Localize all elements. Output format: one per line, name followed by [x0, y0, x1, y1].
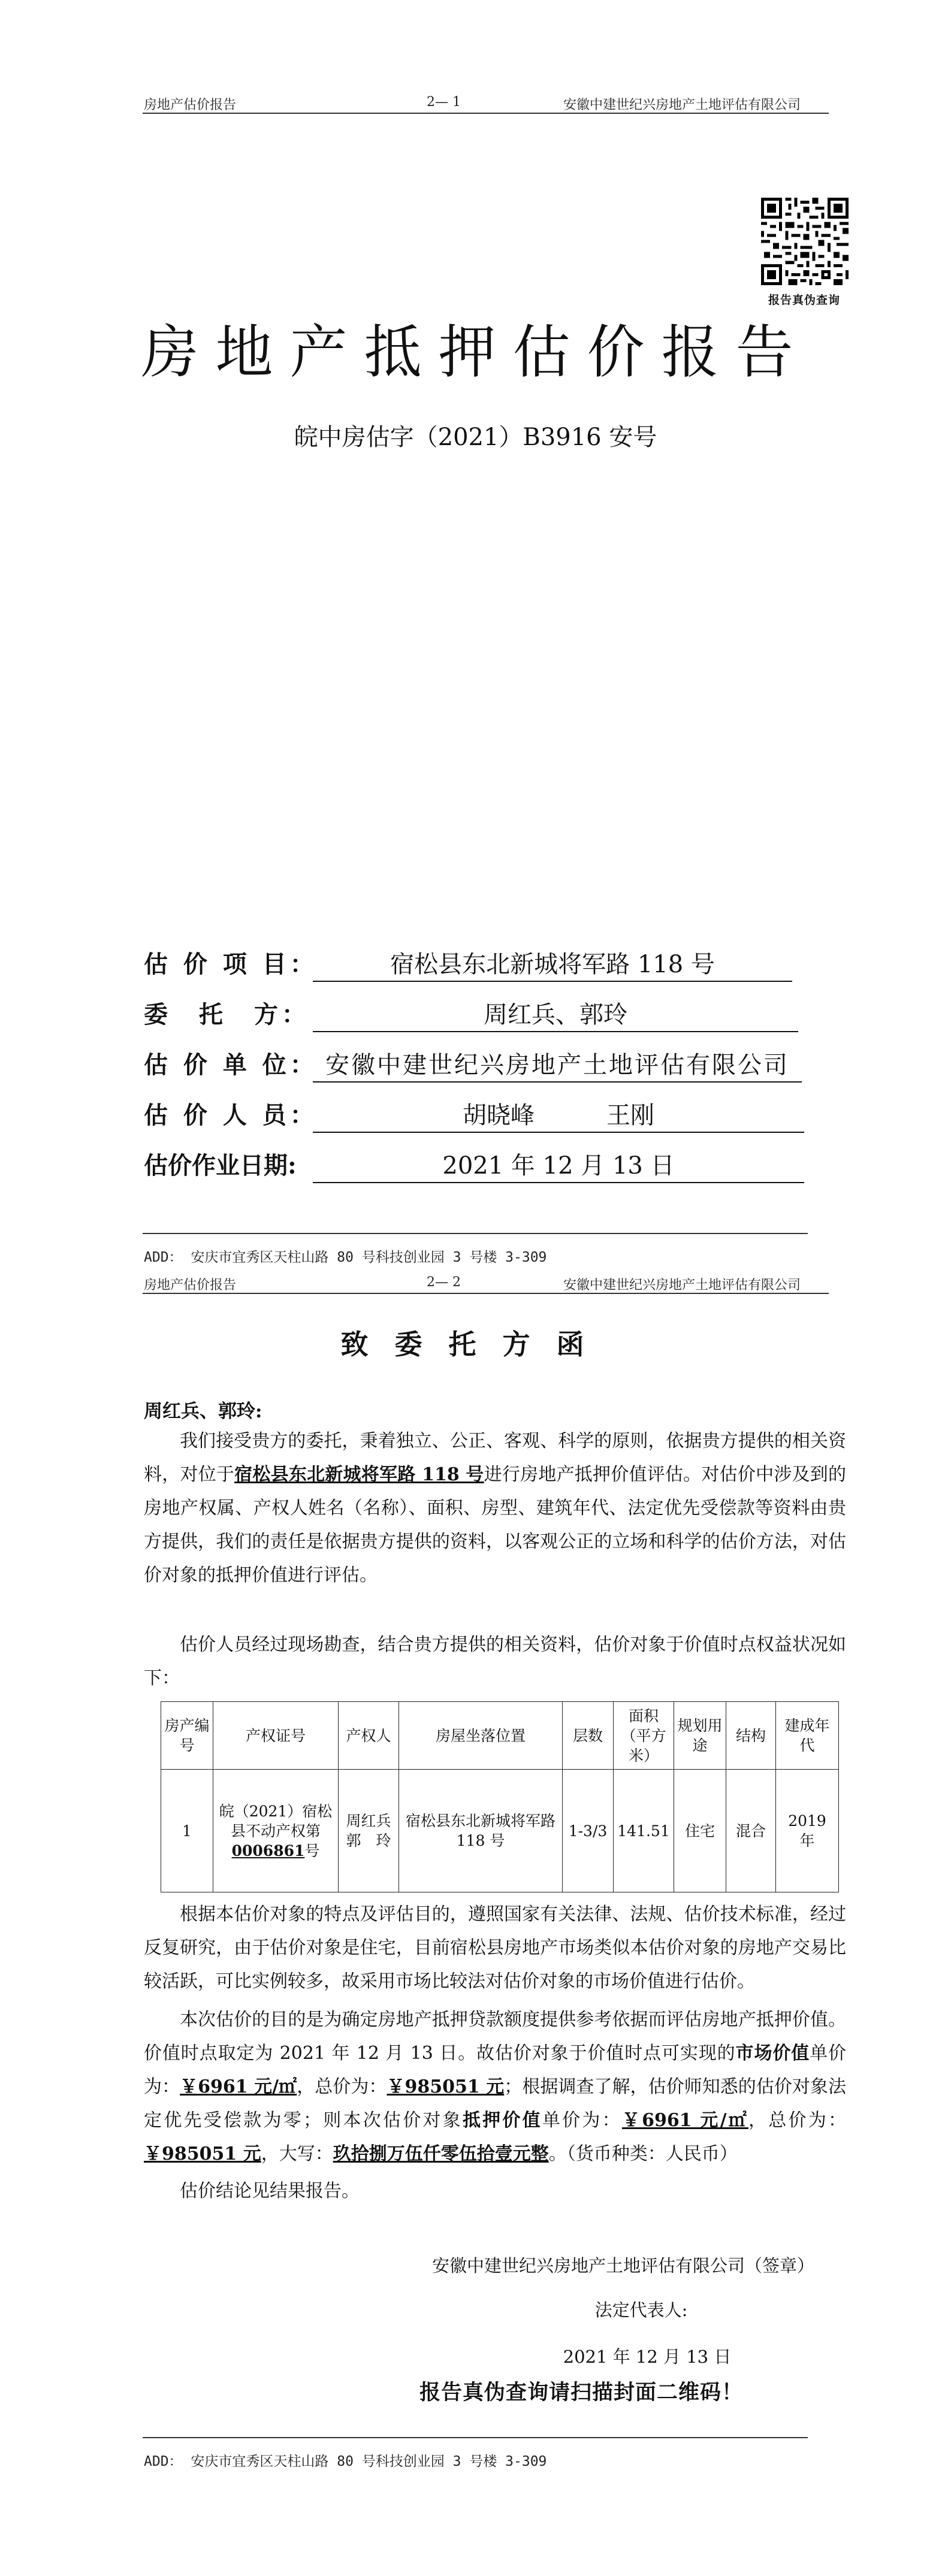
table-header-row [161, 1702, 839, 1770]
page2-address: ADD： 安庆市宜秀区天柱山路 80 号科技创业园 3 号楼 3-309 [144, 2454, 547, 2469]
page1-header-page: 2— 1 [427, 95, 461, 110]
page1-footer-rule [143, 1233, 808, 1234]
authenticity-notice: 报告真伪查询请扫描封面二维码！ [419, 2380, 744, 2405]
col-header-year: 建成年代 [776, 1702, 839, 1770]
letter-paragraph-4: 本次估价的目的是为确定房地产抵押贷款额度提供参考依据而评估房地产抵押价值。价值时点取定为 2021 年 12 月 13 日。故估价对象于价值时点可实现的市场价值单价为：￥6961 元/㎡，总价为：￥985051 元；根据调查了解，估价师知悉的估价对象法定优先受偿款为零；则本次估价对象抵押价值单价为：￥6961 元/㎡，总价为：￥985051 元，大写：玖拾捌万伍仟零伍拾壹元整。（货币种类：人民币） [144, 2009, 847, 2164]
signature-date: 2021 年 12 月 13 日 [563, 2347, 732, 2367]
field-label-work-date: 估价作业日期: [144, 1151, 297, 1180]
cell-owner: 周红兵 郭 玲 [339, 1770, 399, 1892]
page1-header-rule [143, 113, 829, 114]
letter-salutation: 周红兵、郭玲: [144, 1401, 262, 1422]
cell-floors: 1-3/3 [563, 1770, 614, 1892]
page2-footer-rule [143, 2437, 808, 2438]
cert-number: 0006861 [231, 1842, 305, 1860]
col-header-no: 房产编号 [161, 1702, 213, 1770]
field-label-appraisers: 估 价 人 员： [144, 1101, 318, 1129]
report-title: 房地产抵押估价报告 [141, 319, 810, 386]
cell-use: 住宅 [674, 1770, 726, 1892]
mortgage-unit-price: ￥6961 元/㎡ [621, 2110, 749, 2131]
col-header-area: 面积（平方米） [614, 1702, 674, 1770]
property-table [161, 1701, 839, 1892]
letter-paragraph-1: 我们接受贵方的委托，秉着独立、公正、客观、科学的原则，依据贵方提供的相关资料，对位于宿松县东北新城将军路 118 号进行房地产抵押价值评估。对估价中涉及到的房地产权属、产权人姓名（名称）、面积、房型、建筑年代、法定优先受偿款等资料由贵方提供，我们的责任是依据贵方提供的资料，以客观公正的立场和科学的估价方法，对估价对象的抵押价值进行评估。 [144, 1431, 847, 1586]
field-value-appraisers: 胡晓峰 王刚 [313, 1096, 804, 1133]
field-label-client: 委 托 方： [144, 1000, 309, 1029]
signature-representative: 法定代表人: [594, 2300, 688, 2320]
col-header-location: 房屋坐落位置 [399, 1702, 563, 1770]
cell-year: 2019 年 [776, 1770, 839, 1892]
report-number: 皖中房估字（2021）B3916 安号 [294, 424, 657, 451]
field-label-project: 估 价 项 目： [144, 950, 318, 978]
page2-header-page: 2— 2 [427, 1275, 461, 1290]
amount-in-words: 玖拾捌万伍仟零伍拾壹元整 [333, 2143, 549, 2164]
field-value-project: 宿松县东北新城将军路 118 号 [313, 945, 792, 982]
letter-paragraph-5: 估价结论见结果报告。 [180, 2181, 360, 2202]
letter-title: 致委托方函 [340, 1328, 611, 1360]
field-value-appraiser-org: 安徽中建世纪兴房地产土地评估有限公司 [313, 1046, 802, 1083]
qr-code[interactable] [761, 198, 849, 285]
property-address: 宿松县东北新城将军路 118 号 [234, 1464, 484, 1485]
cell-structure: 混合 [726, 1770, 776, 1892]
col-header-cert: 产权证号 [213, 1702, 339, 1770]
col-header-owner: 产权人 [339, 1702, 399, 1770]
col-header-floors: 层数 [563, 1702, 614, 1770]
market-value-label: 市场价值 [735, 2043, 810, 2064]
page2-header-right: 安徽中建世纪兴房地产土地评估有限公司 [563, 1278, 801, 1293]
cell-area: 141.51 [614, 1770, 674, 1892]
table-row [161, 1770, 839, 1892]
qr-caption: 报告真伪查询 [768, 294, 840, 307]
mortgage-total-price: ￥985051 元 [144, 2143, 261, 2164]
page1-header-right: 安徽中建世纪兴房地产土地评估有限公司 [563, 98, 801, 113]
market-total-price: ￥985051 元 [387, 2076, 505, 2097]
cell-location: 宿松县东北新城将军路 118 号 [399, 1770, 563, 1892]
page1-address: ADD： 安庆市宜秀区天柱山路 80 号科技创业园 3 号楼 3-309 [144, 1250, 547, 1265]
page2-header-left: 房地产估价报告 [144, 1278, 237, 1293]
signature-company: 安徽中建世纪兴房地产土地评估有限公司（签章） [431, 2255, 814, 2276]
letter-paragraph-3: 根据本估价对象的特点及评估目的，遵照国家有关法律、法规、估价技术标准，经过反复研究，由于估价对象是住宅，目前宿松县房地产市场类似本估价对象的房地产交易比较活跃，可比实例较多，故采用市场比较法对估价对象的市场价值进行估价。 [144, 1904, 846, 1992]
field-label-appraiser-org: 估 价 单 位： [144, 1051, 318, 1079]
mortgage-value-label: 抵押价值 [462, 2110, 542, 2131]
market-unit-price: ￥6961 元/㎡ [180, 2076, 297, 2097]
cell-no: 1 [161, 1770, 213, 1892]
page2-header-rule [143, 1293, 829, 1294]
col-header-structure: 结构 [726, 1702, 776, 1770]
col-header-use: 规划用途 [674, 1702, 726, 1770]
field-value-work-date: 2021 年 12 月 13 日 [313, 1147, 804, 1183]
page1-header-left: 房地产估价报告 [144, 98, 237, 113]
letter-paragraph-2: 估价人员经过现场勘查，结合贵方提供的相关资料，估价对象于价值时点权益状况如下： [144, 1634, 846, 1689]
field-value-client: 周红兵、郭玲 [313, 996, 798, 1032]
cell-cert: 皖（2021）宿松县不动产权第0006861号 [213, 1770, 339, 1892]
